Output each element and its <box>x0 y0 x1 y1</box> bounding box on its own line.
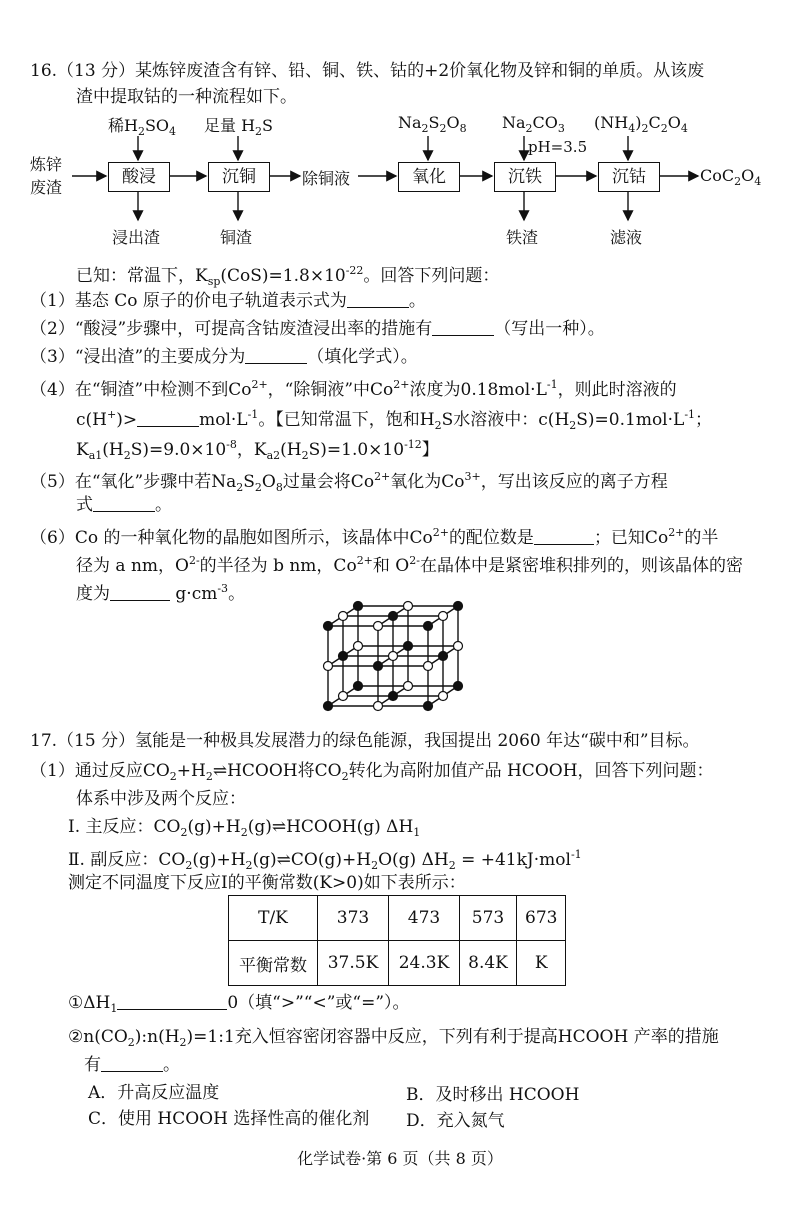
q16-part5-line1: （5）在“氧化”步骤中若$Na_2S_2O_8$过量会将$Co^{2+}$氧化为$Co^{3+}$，写出该反应的离子方程 <box>30 470 668 494</box>
reagent-dilute-h2so4: 稀$H_2SO_4$ <box>108 116 177 138</box>
step-acid-leach: 酸浸 <box>108 162 170 192</box>
lattice-atoms <box>324 602 463 711</box>
equilibrium-constant-table <box>228 895 566 986</box>
reagent-na2co3: $Na_2CO_3$ <box>502 113 565 135</box>
output-iron-residue: 铁渣 <box>506 228 539 247</box>
q16-part2: （2）“酸浸”步骤中，可提高含钴废渣浸出率的措施有 （写出一种）。 <box>30 319 605 339</box>
product-coc2o4: $CoC_2O_4$ <box>700 166 762 188</box>
copper-removed-liquid: 除铜液 <box>302 169 351 188</box>
option-a: A．升高反应温度 <box>88 1083 220 1103</box>
table-cell: 24.3K <box>389 941 460 986</box>
q17-part1-line2: 体系中涉及两个反应： <box>76 789 246 809</box>
reagent-h2s: 足量 $H_2S$ <box>204 116 274 138</box>
page-footer: 化学试卷·第 6 页（共 8 页） <box>297 1149 503 1168</box>
known-ksp: 已知：常温下，$K_{sp}(CoS)=1.8\times 10^{-22}$。回答下列问题： <box>76 264 500 288</box>
table-row <box>229 896 566 941</box>
q17-intro: 17.（15 分）氢能是一种极具发展潜力的绿色能源，我国提出 2060 年达“碳中和”目标。 <box>30 731 700 751</box>
q17-sub2-line1: $②n(CO_2):n(H_2)=1:1$充入恒容密闭容器中反应，下列有利于提高HCOOH 产率的措施 <box>68 1027 719 1049</box>
k-table-intro: 测定不同温度下反应Ⅰ的平衡常数(K>0)如下表所示： <box>68 873 466 893</box>
reaction-side: Ⅱ. 副反应：$CO_2(g)+H_2(g)\rightleftharpoons CO(g)+H_2O(g) \Delta H_2 = +41kJ\cdot mol^{-1}$ <box>68 848 582 872</box>
option-c: C．使用 HCOOH 选择性高的催化剂 <box>88 1109 370 1129</box>
table-header-cell: 673 <box>517 896 566 941</box>
q17-sub1: $①\Delta H_1$ 0（填“>”“<”或“=”）。 <box>68 993 410 1015</box>
q16-part6-line3: 度为 $g\cdot cm^{-3}$。 <box>76 582 246 604</box>
table-cell: 平衡常数 <box>229 941 318 986</box>
q16-part6-line2: 径为 a nm，$O^{2-}$的半径为 b nm，$Co^{2+}$和 $O^{2-}$在晶体中是紧密堆积排列的，则该晶体的密 <box>76 554 743 576</box>
crystal-cell-figure <box>318 596 478 714</box>
table-header-cell: 373 <box>318 896 389 941</box>
table-header-cell: 473 <box>389 896 460 941</box>
step-cobalt-precipitation: 沉钴 <box>598 162 660 192</box>
q17-sub2-line2: 有 。 <box>84 1055 180 1075</box>
output-copper-residue: 铜渣 <box>220 228 253 247</box>
step-copper-precipitation: 沉铜 <box>208 162 270 192</box>
q16-part6-line1: （6）Co 的一种氧化物的晶胞如图所示，该晶体中$Co^{2+}$的配位数是 ；已知$Co^{2+}$的半 <box>30 526 719 548</box>
q16-part5-line2: 式 。 <box>76 495 172 515</box>
flow-start-line1: 炼锌 <box>30 155 63 174</box>
output-leach-residue: 浸出渣 <box>112 228 161 247</box>
step-iron-precipitation: 沉铁 <box>494 162 556 192</box>
output-filtrate: 滤液 <box>610 228 643 247</box>
flow-start-line2: 废渣 <box>30 178 63 197</box>
ph-label: pH=3.5 <box>528 138 588 156</box>
table-row <box>229 941 566 986</box>
option-d: D．充入氮气 <box>406 1111 505 1131</box>
table-cell: 8.4K <box>460 941 517 986</box>
table-cell: K <box>517 941 566 986</box>
reagent-oxalate: $(NH_4)_2C_2O_4$ <box>594 113 688 135</box>
q16-intro-line2: 渣中提取钴的一种流程如下。 <box>76 87 297 107</box>
option-b: B．及时移出 HCOOH <box>406 1085 580 1105</box>
q16-part4-line3: $K_{a1}(H_2S)=9.0\times 10^{-8}$，$K_{a2}(H_2S)=1.0\times 10^{-12}$】 <box>76 438 439 462</box>
table-header-cell: T/K <box>229 896 318 941</box>
q16-intro-line1: 16.（13 分）某炼锌废渣含有锌、铅、铜、铁、钴的+2价氧化物及锌和铜的单质。从该废 <box>30 61 705 81</box>
step-oxidation: 氧化 <box>398 162 460 192</box>
flow-arrows <box>0 0 800 260</box>
q16-part4-line2: $c(H^+)> mol\cdot L^{-1}$。【已知常温下，饱和$H_2S$水溶液中：$c(H_2S)=0.1mol\cdot L^{-1}$； <box>76 408 713 432</box>
reaction-main: Ⅰ. 主反应：$CO_2(g)+H_2(g)\rightleftharpoons HCOOH(g)$ $\Delta H_1$ <box>68 817 421 839</box>
table-cell: 37.5K <box>318 941 389 986</box>
q16-part3: （3）“浸出渣”的主要成分为 （填化学式）。 <box>30 347 418 367</box>
q16-part4-line1: （4）在“铜渣”中检测不到$Co^{2+}$，“除铜液”中$Co^{2+}$浓度为$0.18mol\cdot L^{-1}$，则此时溶液的 <box>30 378 677 400</box>
table-header-cell: 573 <box>460 896 517 941</box>
q16-part1: （1）基态 Co 原子的价电子轨道表示式为 。 <box>30 291 426 311</box>
reagent-na2s2o8: $Na_2S_2O_8$ <box>398 113 467 135</box>
q17-part1-line1: （1）通过反应$CO_2+H_2\rightleftharpoons HCOOH$将$CO_2$转化为高附加值产品 HCOOH，回答下列问题： <box>30 761 714 783</box>
